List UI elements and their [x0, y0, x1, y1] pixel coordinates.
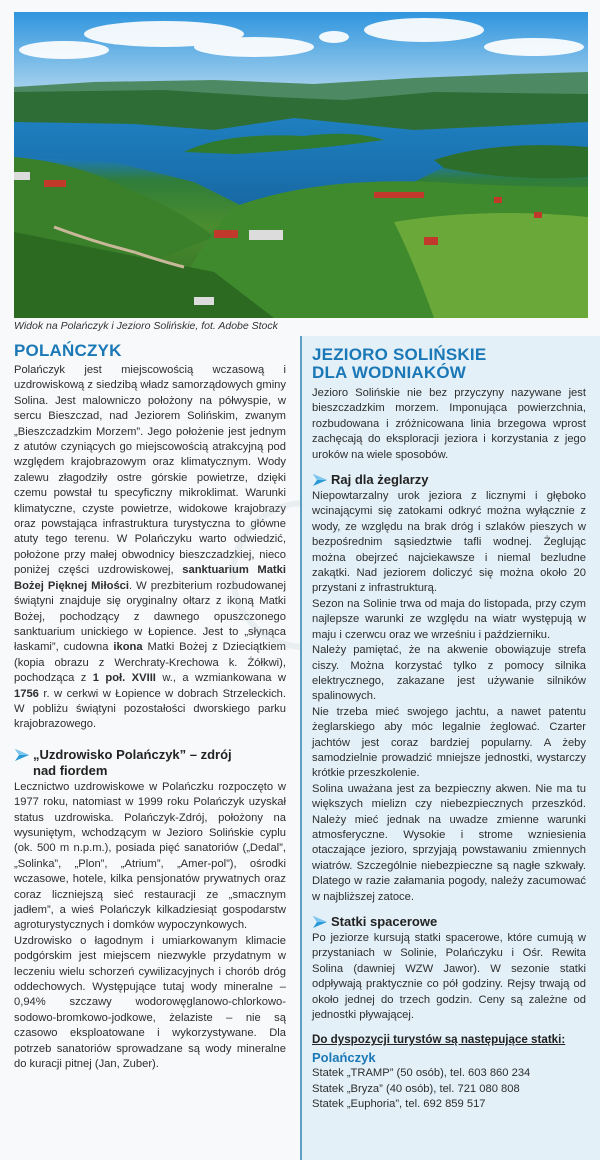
spa-paragraph-2: Uzdrowisko o łagodnym i umiarkowanym klimacie podgórskim jest miejscem niezwykle przydatnym w leczeniu wielu schorzeń cywilizacyjnych i chorób dróg oddechowych. Występujące tutaj wody mineralne – 0,94% szczawy wodorowęglanowo-chlorkowo-sodowo-bromkowo-jodkowe, żelaziste – nie są czasowo eksploatowane i wykorzystywane. Dla potrzeb sanatoriów sprowadzane są wody mineralne do kuracji pitnej (Jan, Zuber).: [14, 934, 286, 1071]
arrow-bullet-icon: [312, 473, 328, 487]
spa-subheading: [14, 747, 286, 779]
arrow-bullet-icon: [312, 915, 328, 929]
boats-list-title: Do dyspozycji turystów są następujące statki:: [312, 1033, 566, 1047]
text-span: Polańczyk jest miejscowością wczasową i uzdrowiskową z siedzibą władz samorządowych gminy Solina. Jest malowniczo położony na półwyspie, w sercu Bieszczad, nad Jeziorem Solińskim, zwanym „Bieszczadzkim Morzem”. Jego położenie jest jednym z atutów czyniących go miejscowością atrakcyjną pod względem krajobrazowym oraz klimatycznym. Wody zalewu złagodziły ostre górskie powietrze, dzięki czemu powstał tu specyficzny mikroklimat. Warunki klimatyczne, czyste powietrze, widokowe krajobrazy oraz powstająca infrastruktura turystyczna to główne atuty tego terenu. W Polańczyku warto odwiedzić, położone przy małej obwodnicy bieszczadzkiej, nieco poniżej części uzdrowiskowej,: [14, 364, 286, 577]
spa-paragraph-1: Lecznictwo uzdrowiskowe w Polańczku rozpoczęto w 1977 roku, natomiast w 1999 roku Polańczyk uzyskał status uzdrowiska. Polańczyk-Zdrój, położony na wysuniętym, wchodzącym w Jezioro Solińskie cyplu (ok. 500 m n.p.m.), posiada pięć sanatoriów („Dedal”, „Solinka”, „Plon”, „Atrium”, „Amer-pol”), ośrodki wczasowe, hotele, kilka pensjonatów prywatnych oraz coraz liczniejszą sieć restauracji ze „smacznym jadłem”, a wieś Polańczyk kilkadziesiąt gospodarstw agroturystycznych i domków wypoczynkowych.: [14, 780, 286, 932]
sailing-paragraph: Należy pamiętać, że na akwenie obowiązuje strefa ciszy. Można korzystać tylko z pomocy silnika elektrycznego, zakazane jest używanie silników spalinowych.: [312, 644, 586, 703]
polanczyk-title: POLAŃCZYK: [14, 341, 122, 360]
ship-list-item: Statek „TRAMP” (50 osób), tel. 603 860 234: [312, 1067, 531, 1080]
sailing-paragraph: Sezon na Solinie trwa od maja do listopada, przy czym najlepsze warunki ze względu na wiatr występują w maju i czerwcu oraz we wrześniu i październiku.: [312, 597, 586, 641]
boats-paragraph: Po jeziorze kursują statki spacerowe, które cumują w przystaniach w Solinie, Polańczyku i Ośr. Rewita Solina (dawniej WZW Jawor). W sezonie statki odpływają praktycznie co pół godziny. Rejsy trwają od około jednej do trzech godzin. Ceny są zależne od jednostki pływającej.: [312, 932, 586, 1022]
text-span: r. w cerkwi w Łopience w dobrach Strzeleckich. W pobliżu świątyni pozostałości dworskiego parku krajobrazowego.: [14, 687, 286, 731]
lake-title-line-1: JEZIORO SOLIŃSKIE: [312, 345, 487, 364]
sanctuary-name: sanktuarium Matki Bożej Pięknej Miłości: [14, 564, 286, 592]
sailing-paragraph: Niepowtarzalny urok jeziora z licznymi i głęboko wcinającymi się zatokami odkryć można wyłącznie z wody, ze względu na brak dróg i szlaków pieszych w bezpośrednim sąsiedztwie tafli wodnej. Żeglując można obejrzeć najciekawsze i niemal bezludne zakątki. Nad jeziorem doliczyć się można około 20 przystani z infrastrukturą.: [312, 490, 586, 595]
icon-word: ikona: [113, 641, 143, 654]
boats-place-heading: Polańczyk: [312, 1050, 376, 1066]
sailing-subheading: [312, 472, 586, 488]
lake-intro-paragraph: Jezioro Solińskie nie bez przyczyny nazywane jest bieszczadzkim morzem. Imponująca powierzchnia, rozbudowana i zróżnicowana linia brzegowa wprost zachęcają do eksploracji jeziora i korzystania z jego uroków na wiele sposobów.: [312, 387, 586, 461]
text-span: . W prezbiterium rozbudowanej świątyni znajduje się oryginalny ołtarz z ikoną Matki Bożej, pochodzący z dawnego opuszczonego sanktuarium unickiego w Łopience. Jest to „słynąca łaskami”, cudowna: [14, 579, 286, 654]
text-span: Matki Bożej z Dzieciątkiem (kopia obrazu z Werchraty-Krechowa k. Żółkwi), pochodząca z: [14, 641, 286, 685]
boats-heading-text: Statki spacerowe: [331, 914, 438, 929]
landscape-illustration: [14, 12, 588, 318]
lake-solina-photo: [14, 12, 588, 318]
polanczyk-section: [14, 342, 286, 1160]
lake-title: [312, 346, 586, 382]
ship-list-item: Statek „Bryza” (40 osób), tel. 721 080 808: [312, 1082, 520, 1095]
arrow-bullet-icon: [14, 748, 30, 762]
lake-title-line-2: DLA WODNIAKÓW: [312, 363, 466, 382]
sailing-paragraph: Solina uważana jest za bezpieczny akwen. Nie ma tu większych mielizn czy niebezpiecznych przeszkód. Należy mieć jednak na uwadze zmienne warunki atmosferyczne. Wysokie i strome wzniesienia otaczające jezioro, sprzyjają powstawaniu zmiennych wiatrów. Szczególnie niebezpieczne są nagłe szkwały. Dlatego w razie załamania pogody, należy zacumować w najbliższej zatoce.: [312, 782, 586, 903]
polanczyk-intro-paragraph: [14, 363, 286, 733]
photo-caption: Widok na Polańczyk i Jezioro Solińskie, fot. Adobe Stock: [14, 320, 278, 332]
boats-subheading: [312, 914, 586, 930]
lake-solina-section: [300, 336, 600, 1160]
text-span: w., a wzmiankowana w: [155, 672, 286, 685]
year-text: 1756: [14, 687, 39, 700]
sailing-paragraph: Nie trzeba mieć swojego jachtu, a nawet patentu żeglarskiego aby móc legalnie żeglować. Czarter jachtów jest coraz bardziej popularny. A żeby samodzielnie prowadzić mniejsze jednostki, wystarczy krótkie przeszkolenie.: [312, 705, 586, 780]
century-text: 1 poł. XVIII: [92, 672, 156, 685]
sailing-heading-text: Raj dla żeglarzy: [331, 472, 429, 488]
ship-list-item: Statek „Euphoria”, tel. 692 859 517: [312, 1098, 486, 1111]
spa-heading-text: „Uzdrowisko Polańczyk” – zdrój nad fiordem: [33, 746, 232, 778]
